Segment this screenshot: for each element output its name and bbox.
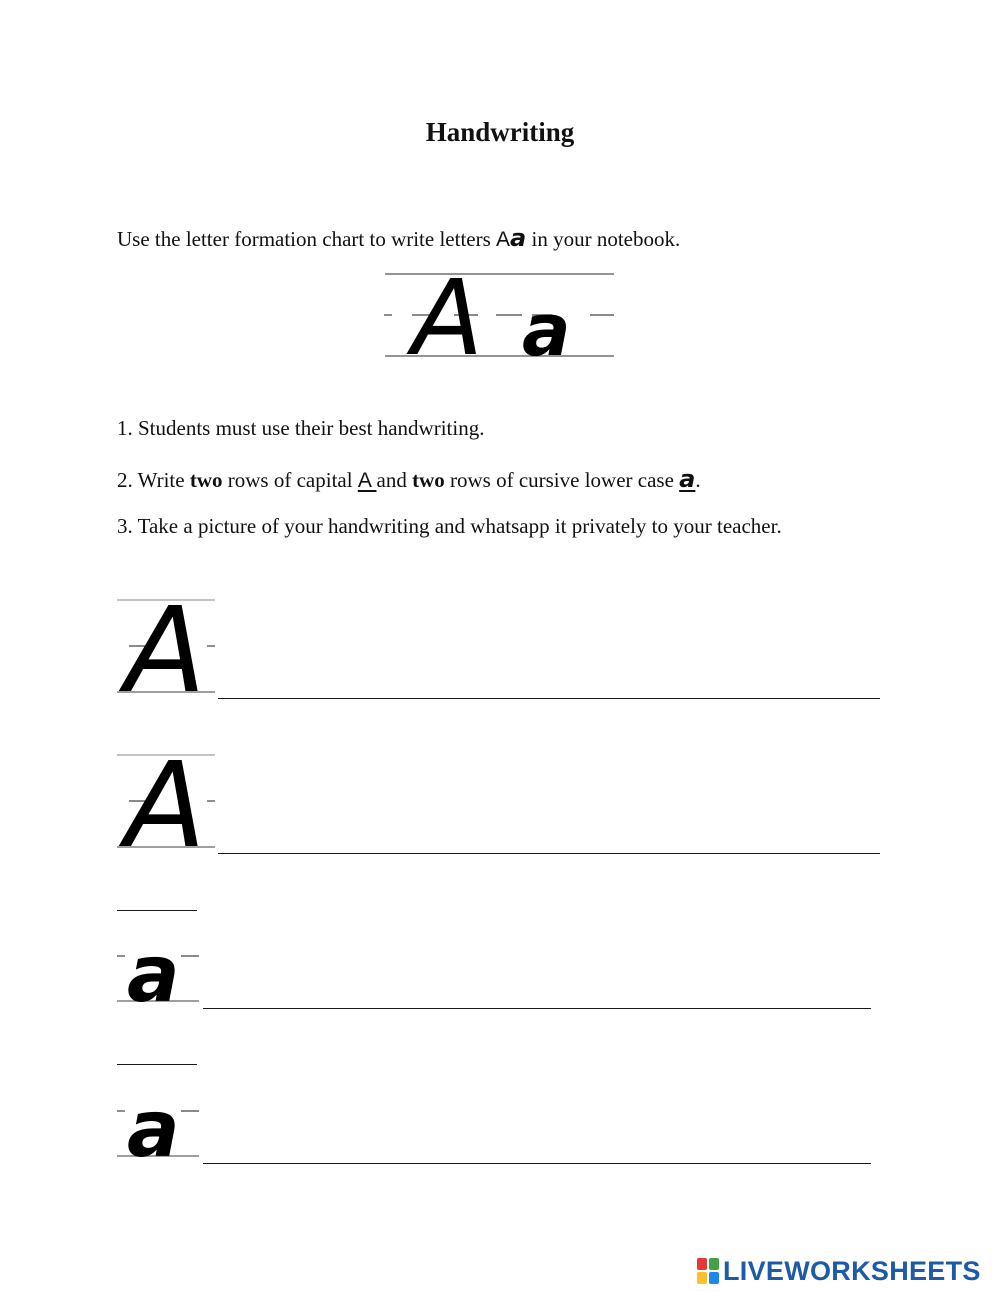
intro-cursive-letter: a	[510, 224, 527, 252]
instruction-3: 3. Take a picture of your handwriting and whatsapp it privately to your teacher.	[117, 514, 782, 538]
instr2-p1: 2. Write	[117, 468, 190, 492]
practice-row-3-top-line	[117, 910, 197, 911]
intro-text	[117, 224, 680, 252]
logo-square-4	[709, 1272, 719, 1284]
instruction-2	[117, 465, 701, 493]
instr2-cursive-letter: a	[679, 465, 696, 493]
practice-row-3-sample	[117, 945, 201, 1005]
practice-row-1-glyph: A	[125, 598, 206, 700]
practice-row-3-glyph: a	[127, 945, 180, 1005]
chart-capital-letter: A	[412, 268, 484, 360]
practice-row-4-sample	[117, 1100, 201, 1160]
practice-row-3-writing-line[interactable]	[203, 1008, 871, 1009]
liveworksheets-brand	[697, 1256, 981, 1286]
practice-row-1-writing-line[interactable]	[218, 698, 880, 699]
practice-row-1-sample	[117, 598, 217, 700]
practice-row-2-glyph: A	[125, 753, 206, 855]
intro-before: Use the letter formation chart to write letters	[117, 227, 497, 251]
letter-formation-chart	[382, 268, 616, 360]
intro-capital-letter: A	[496, 228, 511, 251]
practice-row-4-writing-line[interactable]	[203, 1163, 871, 1164]
instruction-1: 1. Students must use their best handwriting.	[117, 416, 485, 440]
practice-row-2-sample	[117, 753, 217, 855]
logo-square-2	[709, 1258, 719, 1270]
liveworksheets-logo-icon	[697, 1258, 719, 1284]
instr2-p5: .	[695, 468, 701, 492]
instr2-p2: rows of capital	[222, 468, 358, 492]
practice-row-4-top-line	[117, 1064, 197, 1065]
instr2-bold-two-second: two	[412, 468, 445, 492]
page-title: Handwriting	[425, 117, 575, 147]
liveworksheets-logo-text: LIVEWORKSHEETS	[723, 1255, 981, 1286]
chart-cursive-letter: a	[522, 288, 571, 360]
logo-square-3	[697, 1272, 707, 1284]
instr2-bold-two: two	[189, 468, 223, 492]
instr2-capital-letter: A	[357, 469, 377, 492]
instr2-p4: rows of cursive lower case	[444, 468, 680, 492]
intro-after: in your notebook.	[526, 227, 681, 251]
practice-row-4-glyph: a	[127, 1100, 180, 1160]
practice-row-2-writing-line[interactable]	[218, 853, 880, 854]
logo-square-1	[697, 1258, 707, 1270]
instr2-p3: and	[376, 468, 413, 492]
